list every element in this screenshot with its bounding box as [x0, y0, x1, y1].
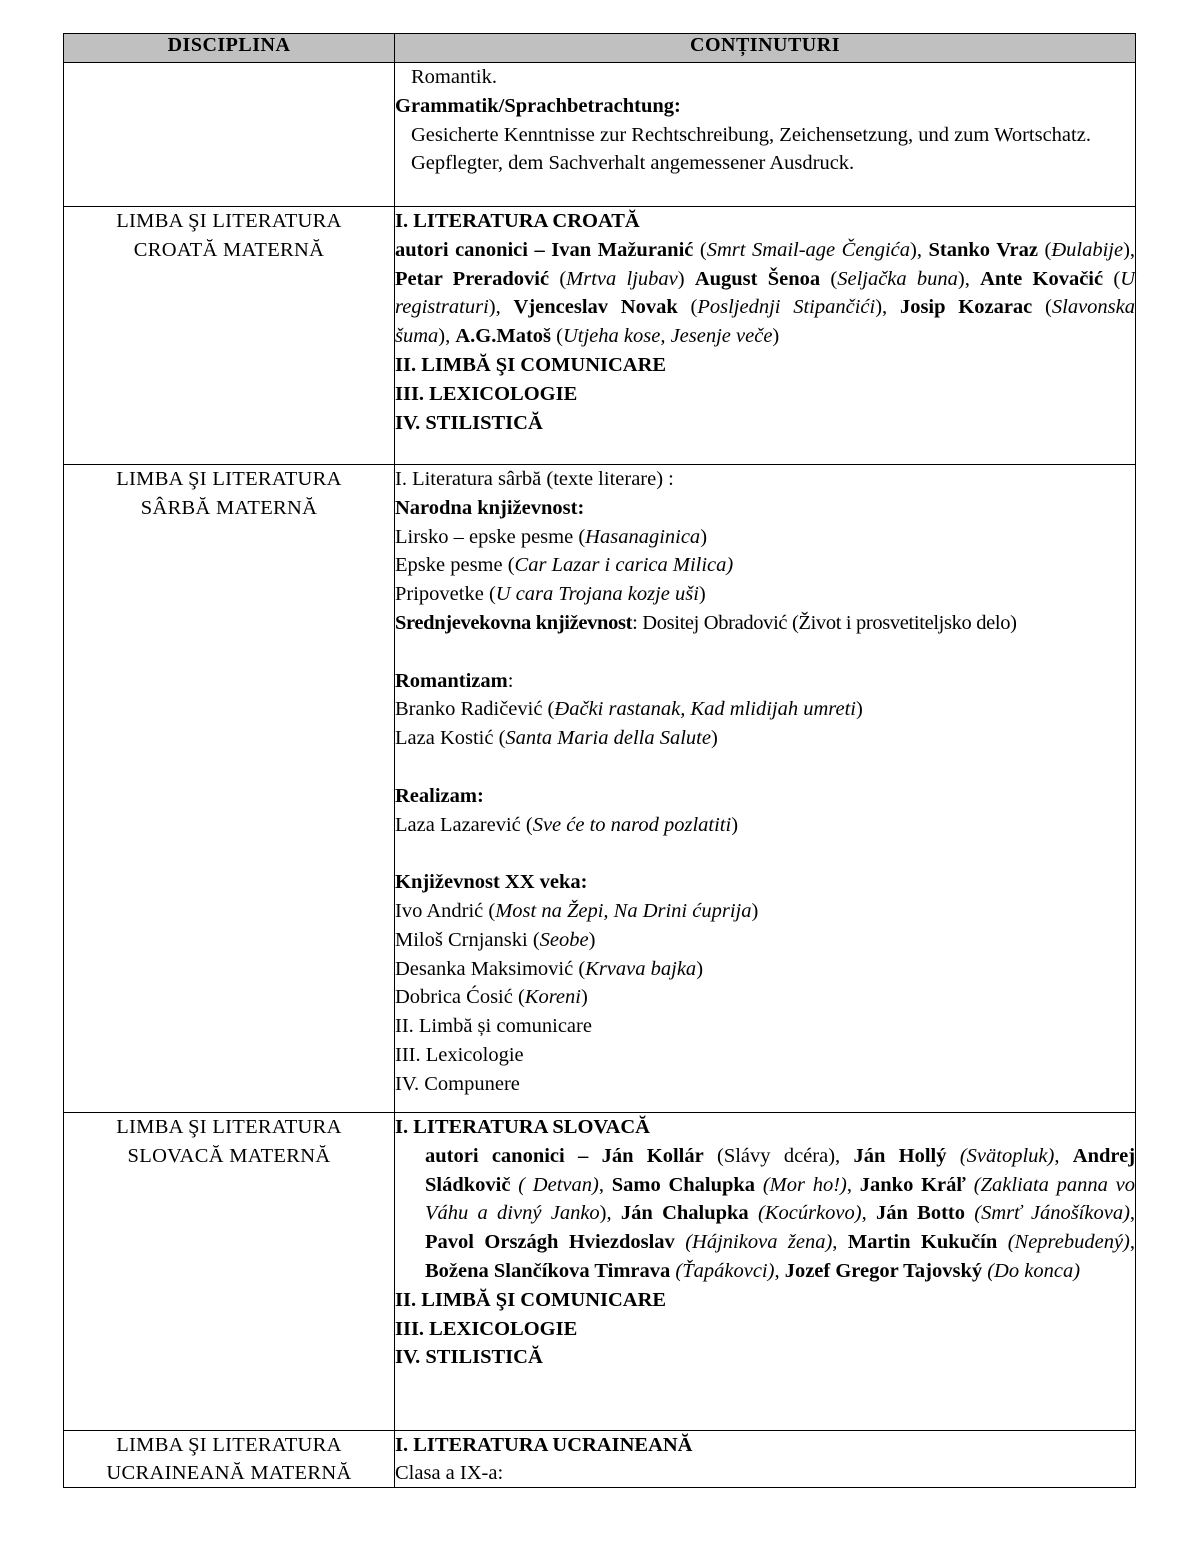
section-heading: I. LITERATURA UCRAINEANĂ [395, 1434, 693, 1456]
text-fragment: ( [549, 267, 567, 290]
text-fragment [997, 1231, 1007, 1253]
authors-paragraph [395, 1142, 1135, 1286]
discipline-cell [64, 207, 395, 465]
section-heading: II. LIMBĂ ŞI COMUNICARE [395, 1288, 667, 1311]
content-line: III. Lexicologie [395, 1043, 524, 1066]
section-heading: III. LEXICOLOGIE [395, 382, 578, 405]
text-fragment: , [598, 1173, 612, 1196]
work-title: (Neprebudený) [1007, 1231, 1130, 1254]
work-title: (Hájnikova žena) [685, 1231, 833, 1254]
content-line: Clasa a IX-a: [395, 1462, 504, 1484]
author-name: Petar Preradović [395, 267, 550, 290]
table-row [64, 1113, 1136, 1431]
text-fragment: ) [677, 267, 695, 290]
content-cell [395, 465, 1136, 1113]
text-fragment [965, 1202, 974, 1224]
text-fragment [947, 1145, 960, 1167]
text-fragment: ), [910, 238, 929, 261]
curriculum-table [63, 33, 1136, 1488]
text-fragment [966, 1174, 974, 1196]
text-fragment [755, 1174, 763, 1196]
author-name: Ján Hollý [853, 1144, 947, 1167]
work-title: (Do konca) [987, 1259, 1081, 1282]
work-title: Seljačka buna [837, 267, 958, 290]
content-line: Romantik. [411, 66, 497, 88]
work-title: (Mor ho!) [762, 1173, 847, 1196]
text-fragment: ) [772, 325, 780, 348]
work-title: (Kocúrkovo) [757, 1202, 862, 1225]
work-title: (Smrť Jánošíkova) [974, 1202, 1130, 1225]
content-line: Desanka Maksimović (Krvava bajka) [395, 957, 704, 980]
discipline-cell [64, 1431, 395, 1488]
author-name: Ján Botto [875, 1202, 965, 1225]
discipline-label: LIMBA ŞI LITERATURA [116, 210, 342, 232]
content-line: IV. Compunere [395, 1072, 520, 1095]
work-title: ( Detvan) [518, 1173, 599, 1196]
content-cell [395, 63, 1136, 207]
authors-paragraph [395, 236, 1135, 351]
section-heading: II. LIMBĂ ŞI COMUNICARE [395, 353, 667, 376]
text-fragment: ( [1037, 238, 1052, 261]
author-name: Vjenceslav Novak [513, 296, 678, 319]
section-heading: Grammatik/Sprachbetrachtung: [395, 94, 681, 117]
work-title: (Svätopluk) [959, 1144, 1055, 1167]
author-name: August Šenoa [694, 267, 821, 290]
text-fragment: , [832, 1231, 848, 1254]
discipline-cell [64, 63, 395, 207]
author-name: A.G.Matoš [455, 325, 552, 348]
text-fragment: ), [599, 1202, 621, 1225]
work-title: U registraturi [395, 267, 1135, 319]
content-line: Miloš Crnjanski (Seobe) [395, 928, 596, 951]
author-name: Josip Kozarac [899, 296, 1033, 319]
content-cell [395, 1113, 1136, 1431]
discipline-cell [64, 465, 395, 1113]
text-fragment: , [1129, 1202, 1136, 1225]
content-cell [395, 1431, 1136, 1488]
text-fragment [749, 1202, 758, 1224]
author-name: autori canonici – Ján Kollár [425, 1144, 704, 1167]
text-fragment: (Slávy dcéra) [703, 1144, 836, 1167]
discipline-label: CROATĂ MATERNĂ [133, 239, 325, 261]
content-line: I. Literatura sârbă (texte literare) : [395, 468, 674, 490]
text-fragment: ), [1123, 238, 1136, 261]
content-line: Branko Radičević (Đački rastanak, Kad mlidijah umreti) [395, 698, 863, 721]
text-fragment: ), [957, 267, 981, 290]
work-title: Slavonska šuma [395, 296, 1135, 348]
work-title: (Ťapákovci) [675, 1259, 775, 1282]
text-fragment [675, 1231, 685, 1253]
discipline-label: LIMBA ŞI LITERATURA [116, 468, 342, 490]
author-name: Ante Kovačić [980, 267, 1104, 290]
section-heading: Romantizam: [395, 669, 514, 692]
text-fragment: ( [820, 267, 838, 290]
text-fragment: ), [488, 296, 514, 319]
section-heading: Narodna književnost: [395, 496, 585, 519]
discipline-label: SÂRBĂ MATERNĂ [140, 497, 318, 519]
text-fragment: ( [1103, 267, 1121, 290]
section-heading: IV. STILISTICĂ [395, 1346, 543, 1369]
author-name: Janko Kráľ [859, 1173, 966, 1196]
header-disciplina: DISCIPLINA [64, 34, 395, 63]
discipline-label: LIMBA ŞI LITERATURA [116, 1434, 342, 1456]
table-header-row [64, 34, 1136, 63]
text-fragment: , [846, 1173, 860, 1196]
author-name: Jozef Gregor Tajovský [784, 1259, 983, 1282]
table-row [64, 1431, 1136, 1488]
author-name: Martin Kukučín [847, 1231, 998, 1254]
text-fragment: , [861, 1202, 876, 1225]
content-line: Dobrica Ćosić (Koreni) [395, 986, 588, 1009]
content-line: Laza Lazarević (Sve će to narod pozlatiti) [395, 813, 739, 836]
content-cell [395, 207, 1136, 465]
discipline-cell [64, 1113, 395, 1431]
content-line: Lirsko – epske pesme (Hasanaginica) [395, 525, 708, 548]
text-fragment: ( [551, 325, 563, 348]
content-line: Gepflegter, dem Sachverhalt angemessener Ausdruck. [411, 152, 855, 175]
text-fragment: , [1129, 1231, 1136, 1254]
text-fragment: , [774, 1259, 785, 1282]
text-fragment: ( [1032, 296, 1052, 319]
table-row [64, 207, 1136, 465]
discipline-label: LIMBA ŞI LITERATURA [116, 1116, 342, 1138]
text-fragment: ), [875, 296, 900, 319]
work-title: (Zakliata panna vo Váhu a divný Janko [425, 1173, 1136, 1225]
work-title: Posljednji Stipančići [697, 296, 876, 319]
content-line: II. Limbă și comunicare [395, 1015, 592, 1038]
section-heading: III. LEXICOLOGIE [395, 1317, 578, 1340]
discipline-label: SLOVACĂ MATERNĂ [127, 1145, 331, 1167]
text-fragment: ( [677, 296, 698, 319]
section-heading: IV. STILISTICĂ [395, 411, 543, 434]
author-name: autori canonici – Ivan Mažuranić [395, 238, 694, 261]
author-name: Ján Chalupka [620, 1202, 749, 1225]
text-fragment: ( [693, 238, 707, 261]
author-name: Pavol Országh Hviezdoslav [425, 1231, 675, 1254]
section-heading: Realizam: [395, 784, 484, 807]
header-continuturi: CONȚINUTURI [395, 34, 1136, 63]
text-fragment: ), [438, 325, 456, 348]
work-title: Đulabije [1051, 238, 1124, 261]
work-title: Utjeha kose, Jesenje veče [562, 325, 773, 348]
content-line: Srednjevekovna književnost: Dositej Obradović (Život i prosvetiteljsko delo) [395, 611, 1017, 634]
author-name: Andrej Sládkovič [425, 1144, 1136, 1196]
section-heading: Književnost XX veka: [395, 871, 588, 894]
table-row [64, 63, 1136, 207]
content-line: Laza Kostić (Santa Maria della Salute) [395, 727, 718, 750]
content-line: Ivo Andrić (Most na Žepi, Na Drini ćuprija) [395, 899, 759, 922]
text-fragment: , [1054, 1144, 1073, 1167]
table-row [64, 465, 1136, 1113]
section-heading: I. LITERATURA CROATĂ [395, 210, 640, 232]
content-line: Epske pesme (Car Lazar i carica Milica) [395, 554, 734, 577]
author-name: Stanko Vraz [928, 238, 1038, 261]
work-title: Smrt Smail-age Čengića [706, 238, 911, 261]
work-title: Mrtva ljubav [566, 267, 678, 290]
author-name: Božena Slančíkova Timrava [425, 1259, 671, 1282]
discipline-label: UCRAINEANĂ MATERNĂ [106, 1462, 352, 1484]
content-line: Pripovetke (U cara Trojana kozje uši) [395, 583, 706, 606]
content-paragraph: Gesicherte Kenntnisse zur Rechtschreibung, Zeichensetzung, und zum Wortschatz. [411, 123, 1091, 146]
author-name: Samo Chalupka [611, 1173, 756, 1196]
section-heading: I. LITERATURA SLOVACĂ [395, 1116, 650, 1138]
text-fragment: , [835, 1144, 854, 1167]
